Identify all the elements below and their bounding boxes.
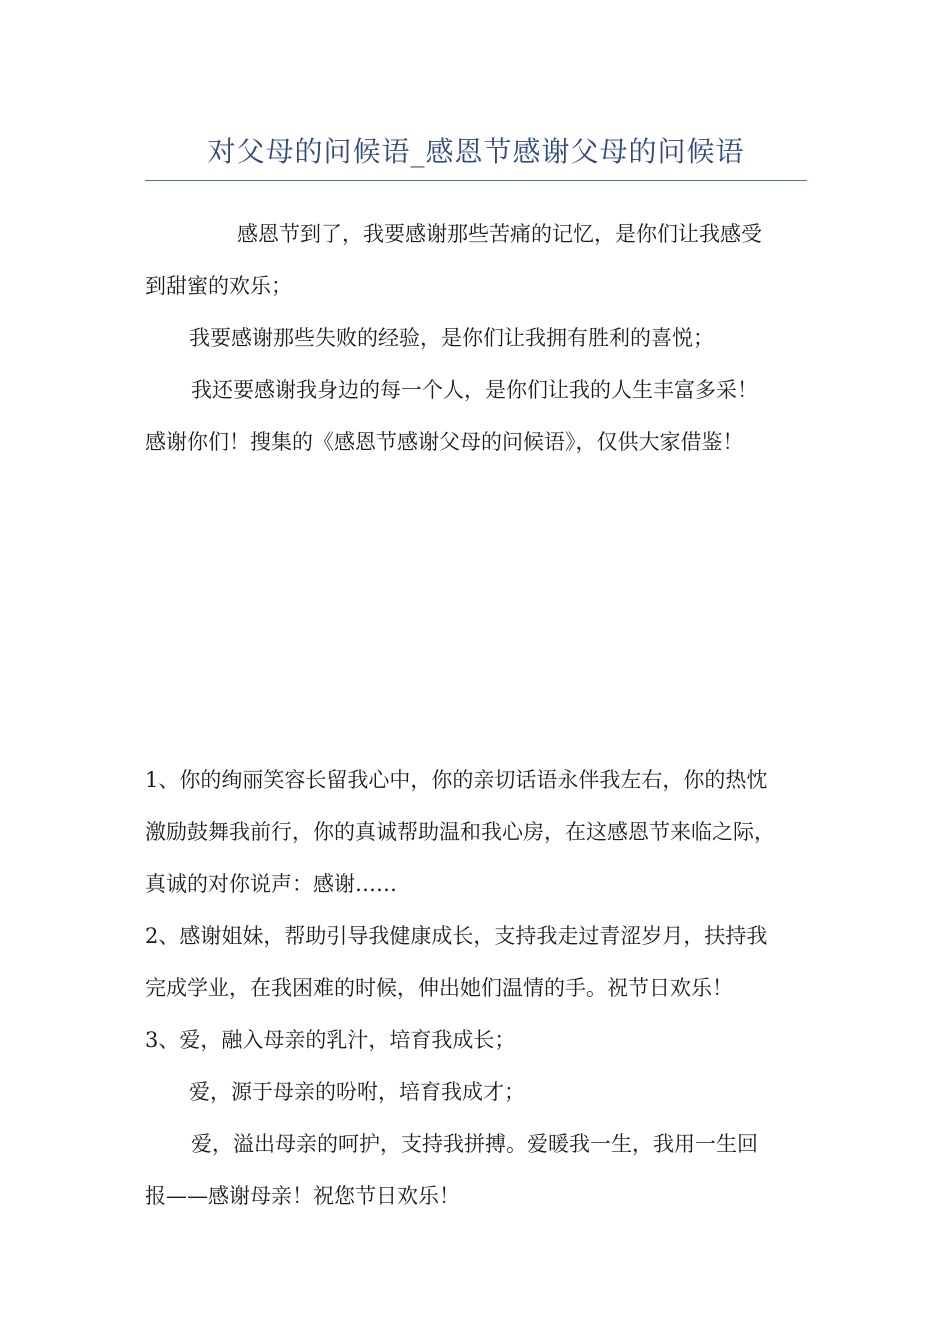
text-line: 到甜蜜的欢乐； — [145, 274, 292, 298]
title-divider — [145, 180, 807, 181]
intro-section — [145, 208, 825, 468]
greetings-list — [145, 754, 825, 1222]
list-item-line: 报——感谢母亲！祝您节日欢乐！ — [145, 1184, 460, 1208]
list-item-line: 爱，源于母亲的吩咐，培育我成才； — [189, 1080, 525, 1104]
page-title: 对父母的问候语_感恩节感谢父母的问候语 — [207, 135, 745, 168]
text-line: 我还要感谢我身边的每一个人，是你们让我的人生丰富多采！ — [191, 378, 758, 402]
list-item-line: 完成学业，在我困难的时候，伸出她们温情的手。祝节日欢乐！ — [145, 976, 733, 1000]
list-item-line: 激励鼓舞我前行，你的真诚帮助温和我心房，在这感恩节来临之际， — [145, 820, 775, 844]
text-line: 我要感谢那些失败的经验，是你们让我拥有胜利的喜悦； — [189, 326, 714, 350]
list-item-line: 3、爱，融入母亲的乳汁，培育我成长； — [145, 1028, 516, 1052]
list-item-line: 真诚的对你说声：感谢…… — [145, 872, 397, 896]
list-item-line: 2、感谢姐妹，帮助引导我健康成长，支持我走过青涩岁月，扶持我 — [145, 924, 768, 948]
text-line: 感恩节到了，我要感谢那些苦痛的记忆，是你们让我感受 — [237, 222, 762, 246]
text-line: 感谢你们！搜集的《感恩节感谢父母的问候语》，仅供大家借鉴！ — [145, 430, 744, 454]
list-item-line: 爱，溢出母亲的呵护，支持我拼搏。爱暖我一生，我用一生回 — [191, 1132, 758, 1156]
list-item-line: 1、你的绚丽笑容长留我心中，你的亲切话语永伴我左右，你的热忱 — [145, 768, 768, 792]
